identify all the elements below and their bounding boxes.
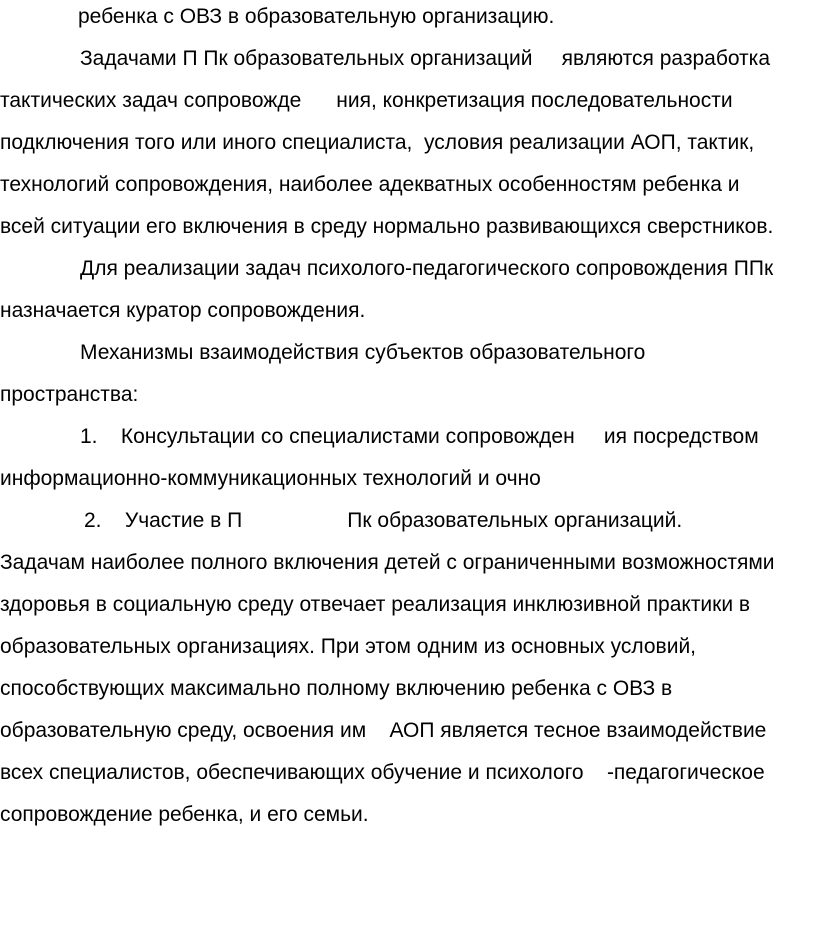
text-line-19: всех специалистов, обеспечивающих обучение и психолого -педагогическое: [0, 761, 765, 784]
text-line-6: всей ситуации его включения в среду нормально развивающихся сверстников.: [0, 215, 774, 238]
text-line-13: 2. Участие в П Пк образовательных организаций.: [84, 509, 683, 532]
text-line-14: Задачам наиболее полного включения детей с ограниченными возможностями: [0, 551, 775, 574]
text-line-15: здоровья в социальную среду отвечает реализация инклюзивной практики в: [0, 593, 751, 616]
text-line-1: ребенка с ОВЗ в образовательную организацию.: [78, 5, 555, 28]
text-line-18: образовательную среду, освоения им АОП является тесное взаимодействие: [0, 719, 767, 742]
text-line-3: тактических задач сопровожде ния, конкретизация последовательности: [0, 89, 733, 112]
text-line-16: образовательных организациях. При этом одним из основных условий,: [0, 635, 697, 658]
text-line-8: назначается куратор сопровождения.: [0, 299, 366, 322]
text-line-9: Механизмы взаимодействия субъектов образовательного: [80, 341, 646, 364]
text-line-4: подключения того или иного специалиста, условия реализации АОП, тактик,: [0, 131, 755, 154]
text-line-5: технологий сопровождения, наиболее адекватных особенностям ребенка и: [0, 173, 740, 196]
text-line-11: 1. Консультации со специалистами сопровожден ия посредством: [80, 425, 759, 448]
text-line-10: пространства:: [0, 383, 139, 406]
text-line-17: способствующих максимально полному включению ребенка с ОВЗ в: [0, 677, 673, 700]
text-line-7: Для реализации задач психолого-педагогического сопровождения ППк: [80, 257, 774, 280]
text-line-20: сопровождение ребенка, и его семьи.: [0, 803, 369, 826]
text-line-12: информационно-коммуникационных технологий и очно: [0, 467, 541, 490]
text-line-2: Задачами П Пк образовательных организаций являются разработка: [80, 47, 771, 70]
